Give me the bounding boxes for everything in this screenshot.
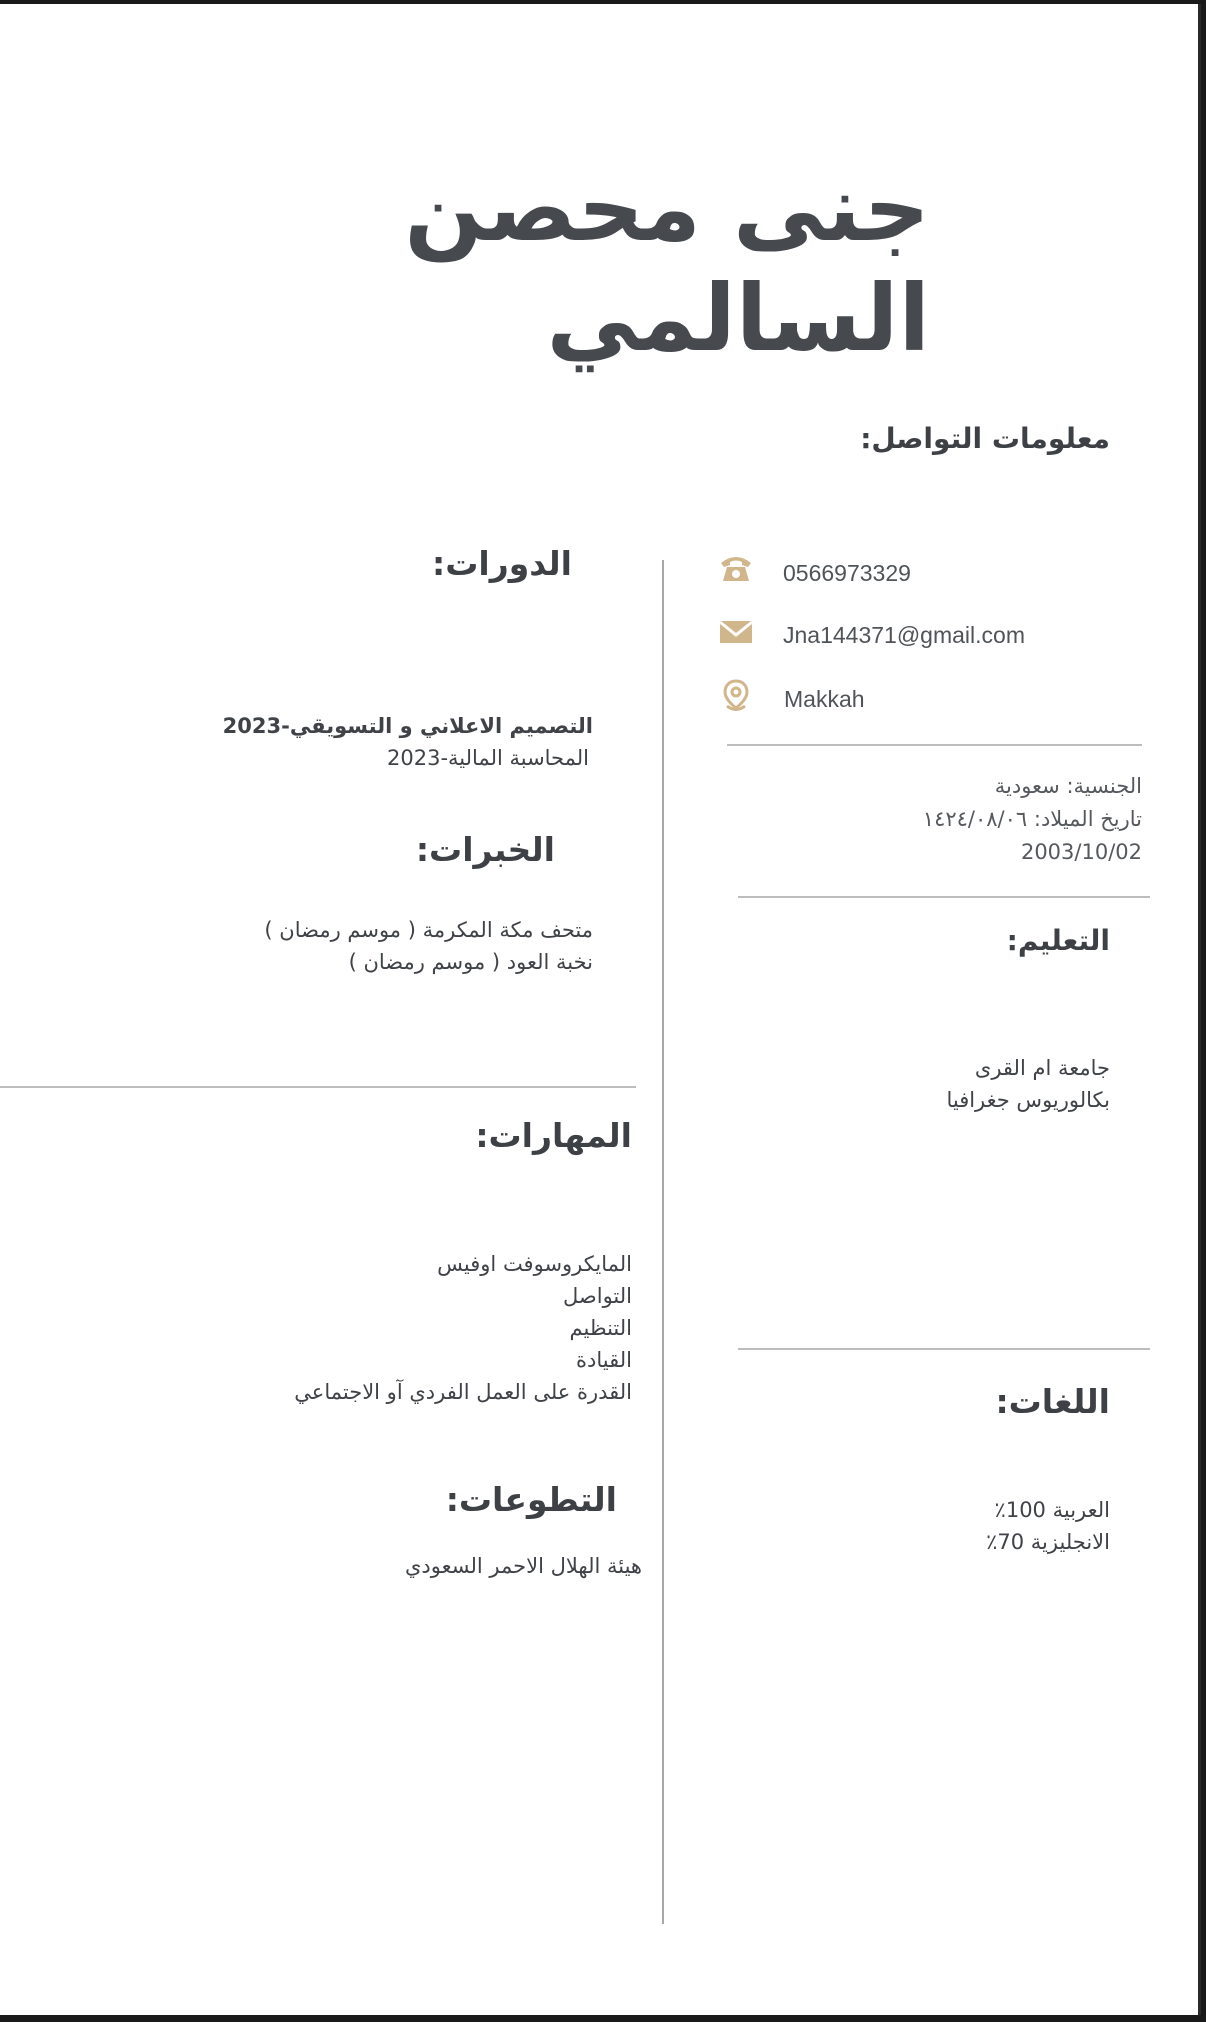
resume-page [0,4,1201,2015]
email-address[interactable]: Jna144371@gmail.com [783,622,1025,648]
envelope-icon [718,616,754,652]
location-city: Makkah [784,686,865,712]
experience-title: الخبرات: [415,830,555,869]
divider-experience [0,1086,636,1088]
phone-icon [718,552,754,588]
education-university: جامعة ام القرى [974,1056,1110,1080]
volunteering-title: التطوعات: [445,1480,617,1519]
birth-date-hijri: تاريخ الميلاد: ١٤٢٤/٠٨/٠٦ [922,807,1142,831]
languages-title: اللغات: [995,1382,1110,1421]
experience-item: نخبة العود ( موسم رمضان ) [348,950,593,974]
education-degree: بكالوريوس جغرافيا [946,1088,1110,1112]
course-item: التصميم الاعلاني و التسويقي-2023 [222,714,593,738]
skill-item: القيادة [576,1348,632,1372]
experience-item: متحف مكة المكرمة ( موسم رمضان ) [264,918,593,942]
location-pin-icon [718,678,754,718]
course-item: المحاسبة المالية-2023 [387,746,589,770]
skill-item: المايكروسوفت اوفيس [437,1252,632,1276]
volunteering-item: هيئة الهلال الاحمر السعودي [405,1554,642,1578]
birth-date-gregorian: 2003/10/02 [1020,840,1142,864]
resume-name: جنى محصن السالمي [404,155,930,373]
skills-title: المهارات: [475,1116,632,1155]
language-item: الانجليزية 70٪ [986,1530,1110,1554]
language-item: العربية 100٪ [994,1498,1110,1522]
courses-title: الدورات: [432,544,572,583]
contact-title: معلومات التواصل: [860,422,1110,455]
nationality: الجنسية: سعودية [994,774,1142,798]
divider-education [738,1348,1150,1350]
skill-item: التواصل [563,1284,632,1308]
education-title: التعليم: [1006,924,1110,957]
skill-item: التنظيم [569,1316,632,1340]
phone-number[interactable]: 0566973329 [783,560,911,586]
divider-contact [727,744,1142,746]
divider-personal [738,896,1150,898]
skill-item: القدرة على العمل الفردي آو الاجتماعي [294,1380,632,1404]
column-divider [662,560,664,1924]
